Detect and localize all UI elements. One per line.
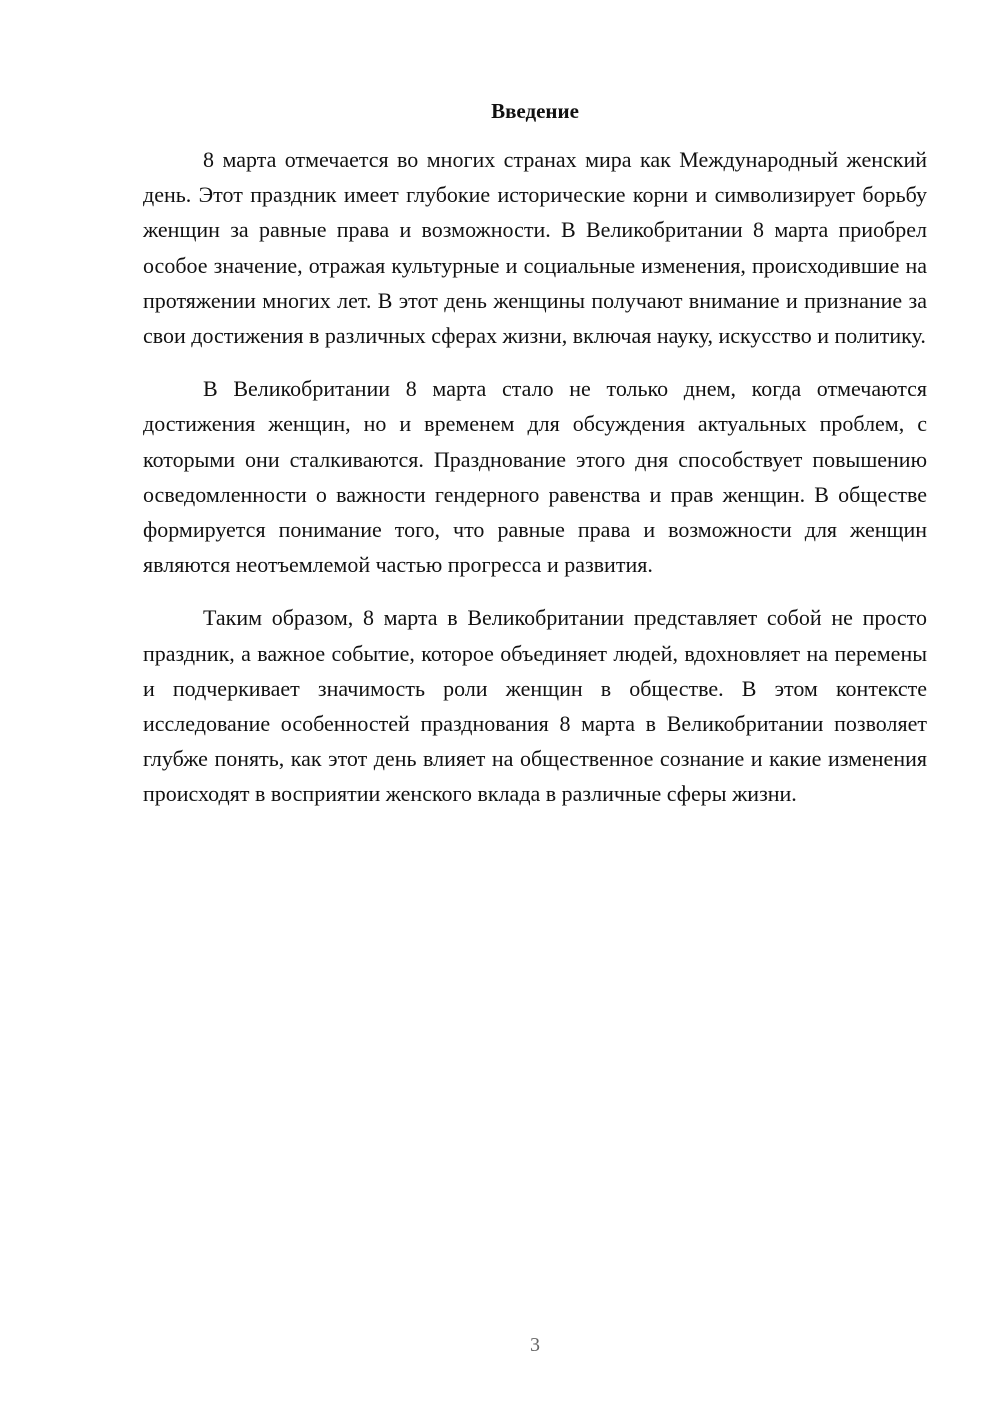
document-body: [143, 96, 927, 830]
paragraph-2: В Великобритании 8 марта стало не только днем, когда отмечаются достижения женщин, но и временем для обсуждения актуальных проблем, с которыми они сталкиваются. Празднование этого дня способствует повышению осведомленности о важности гендерного равенства и прав женщин. В обществе формируется понимание того, что равные права и возможности для женщин являются неотъемлемой частью прогресса и развития.: [143, 376, 927, 578]
page-title: Введение: [491, 99, 579, 123]
paragraph-3: Таким образом, 8 марта в Великобритании представляет собой не просто праздник, а важное событие, которое объединяет людей, вдохновляет на перемены и подчеркивает значимость роли женщин в обществе. В этом контексте исследование особенностей празднования 8 марта в Великобритании позволяет глубже понять, как этот день влияет на общественное сознание и какие изменения происходят в восприятии женского вклада в различные сферы жизни.: [143, 605, 927, 807]
paragraph-1: 8 марта отмечается во многих странах мира как Международный женский день. Этот праздник имеет глубокие исторические корни и символизирует борьбу женщин за равные права и возможности. В Великобритании 8 марта приобрел особое значение, отражая культурные и социальные изменения, происходившие на протяжении многих лет. В этот день женщины получают внимание и признание за свои достижения в различных сферах жизни, включая науку, искусство и политику.: [143, 147, 927, 349]
page-number: 3: [530, 1334, 540, 1356]
